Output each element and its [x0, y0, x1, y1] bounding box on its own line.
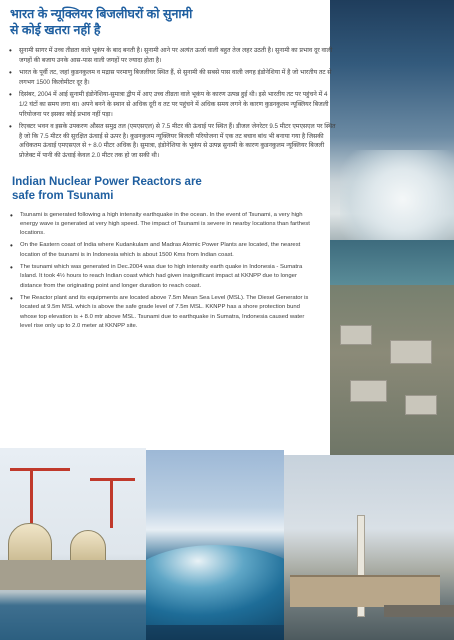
hindi-bullet: • सुनामी सागर में उच्च तीव्रता वाले भूकंप के बाद बनती है। सुनामी आने पर अत्यंत ऊर्जा वाली बहुत तेज लहर उठती है। सुनामी का प्रभाव दूर वाली जगहों की बजाय उनके आस-पास वाली जगहों पर ज्यादा होता है। — [6, 46, 336, 65]
hindi-bullet: • भारत के पूर्वी तट, जहां कुडनकुलम व मद्रास परमाणु बिजलीघर स्थित हैं, से सुनामी की सबसे पास वाली जगह इंडोनेशिया में है जो भारतीय तट से लगभग 1500 किलोमीटर दूर है। — [6, 68, 336, 87]
reactor-dome — [8, 523, 52, 565]
tsunami-town-photo — [330, 0, 454, 455]
english-bullet: • The Reactor plant and its equipments are located above 7.5m Mean Sea Level (MSL). The Diesel Generator is located at 9.5m MSL which is above the safe grade level of 7.5m MSL. KKNPP has a shore protection bund whose top elevation is + 8.0 mtr above MSL. Tsunami due to earthquake in Sumatra, Indonesia caused water level rise only up to 2.0 meter at KKNPP site. — [6, 294, 316, 331]
english-bullet: • The tsunami which was generated in Dec.2004 was due to high intensity earth quake in Indonesia - Sumatra Island. It took 4½ hours to reach Indian coast which had given insignificant impact at KKNPP due to longer distance from the originating point and longer duration to reach coast. — [6, 263, 316, 291]
hindi-heading-line1: भारत के न्यूक्लियर बिजलीघरों को सुनामी — [10, 7, 193, 21]
english-heading-line1: Indian Nuclear Power Reactors are — [12, 175, 202, 188]
reactor-dome — [70, 530, 106, 564]
hindi-heading — [10, 6, 336, 38]
hindi-heading-line2: से कोई खतरा नहीं है — [10, 23, 101, 37]
hindi-bullet: • दिसंबर, 2004 में आई सुनामी इंडोनेशिया-सुमात्रा द्वीप में आए उच्च तीव्रता वाले भूकंप के कारण उत्पन्न हुई थी। इसे भारतीय तट पर पहुंचने में 4 1/2 घंटों का समय लगा था। अपने बनने के स्थान से अधिक दूरी व तट पर पहुंचने में अधिक समय लगने के कारण कुडनकुलम न्यूक्लियर बिजली परियोजना पर इसका कोई प्रभाव नहीं पड़ा। — [6, 90, 336, 119]
pier — [384, 605, 454, 617]
english-heading — [12, 175, 336, 203]
english-bullet: • Tsunami is generated following a high intensity earthquake in the ocean. In the event of Tsunami, a very high energy wave is generated at very high speed. The impact of Tsunami is severe in nearby locations than farthest locations. — [6, 211, 316, 239]
sea — [330, 240, 454, 285]
reactor-domes-photo — [0, 448, 146, 640]
wave-crest — [146, 545, 284, 625]
text-column — [6, 4, 336, 334]
english-bullet: • On the Eastern coast of India where Kudankulam and Madras Atomic Power Plants are located, the nearest location of the tsunami is in Indonesia which is about 1500 Kms from Indian coast. — [6, 241, 316, 260]
coastal-town — [330, 285, 454, 455]
ocean-wave-photo — [146, 450, 284, 640]
english-heading-line2: safe from Tsunami — [12, 189, 114, 202]
plant-building — [290, 575, 440, 607]
coastal-plant-photo — [284, 455, 454, 640]
hindi-bullet: • रिएक्टर भवन व इसके उपकरण औसत समुद्र तल (एमएसएल) से 7.5 मीटर की ऊंचाई पर स्थित हैं। डीजल जेनरेटर 9.5 मीटर एमएसएल पर स्थित है जो कि 7.5 मीटर की सुरक्षित ऊंचाई से ऊपर है। कुडनकुलम न्यूक्लियर बिजली परियोजना में एक तट बचाव बांध भी बनाया गया है जिसकी अधिकतम ऊंचाई एमएसएल से + 8.0 मीटर अधिक है। सुमात्रा, इंडोनेशिया के भूकंप से उत्पन्न सुनामी के कारण कुडनकुलम न्यूक्लियर बिजली प्रोजेक्ट में पानी की ऊंचाई केवल 2.0 मीटर तक हो जा सकी थी। — [6, 122, 336, 160]
